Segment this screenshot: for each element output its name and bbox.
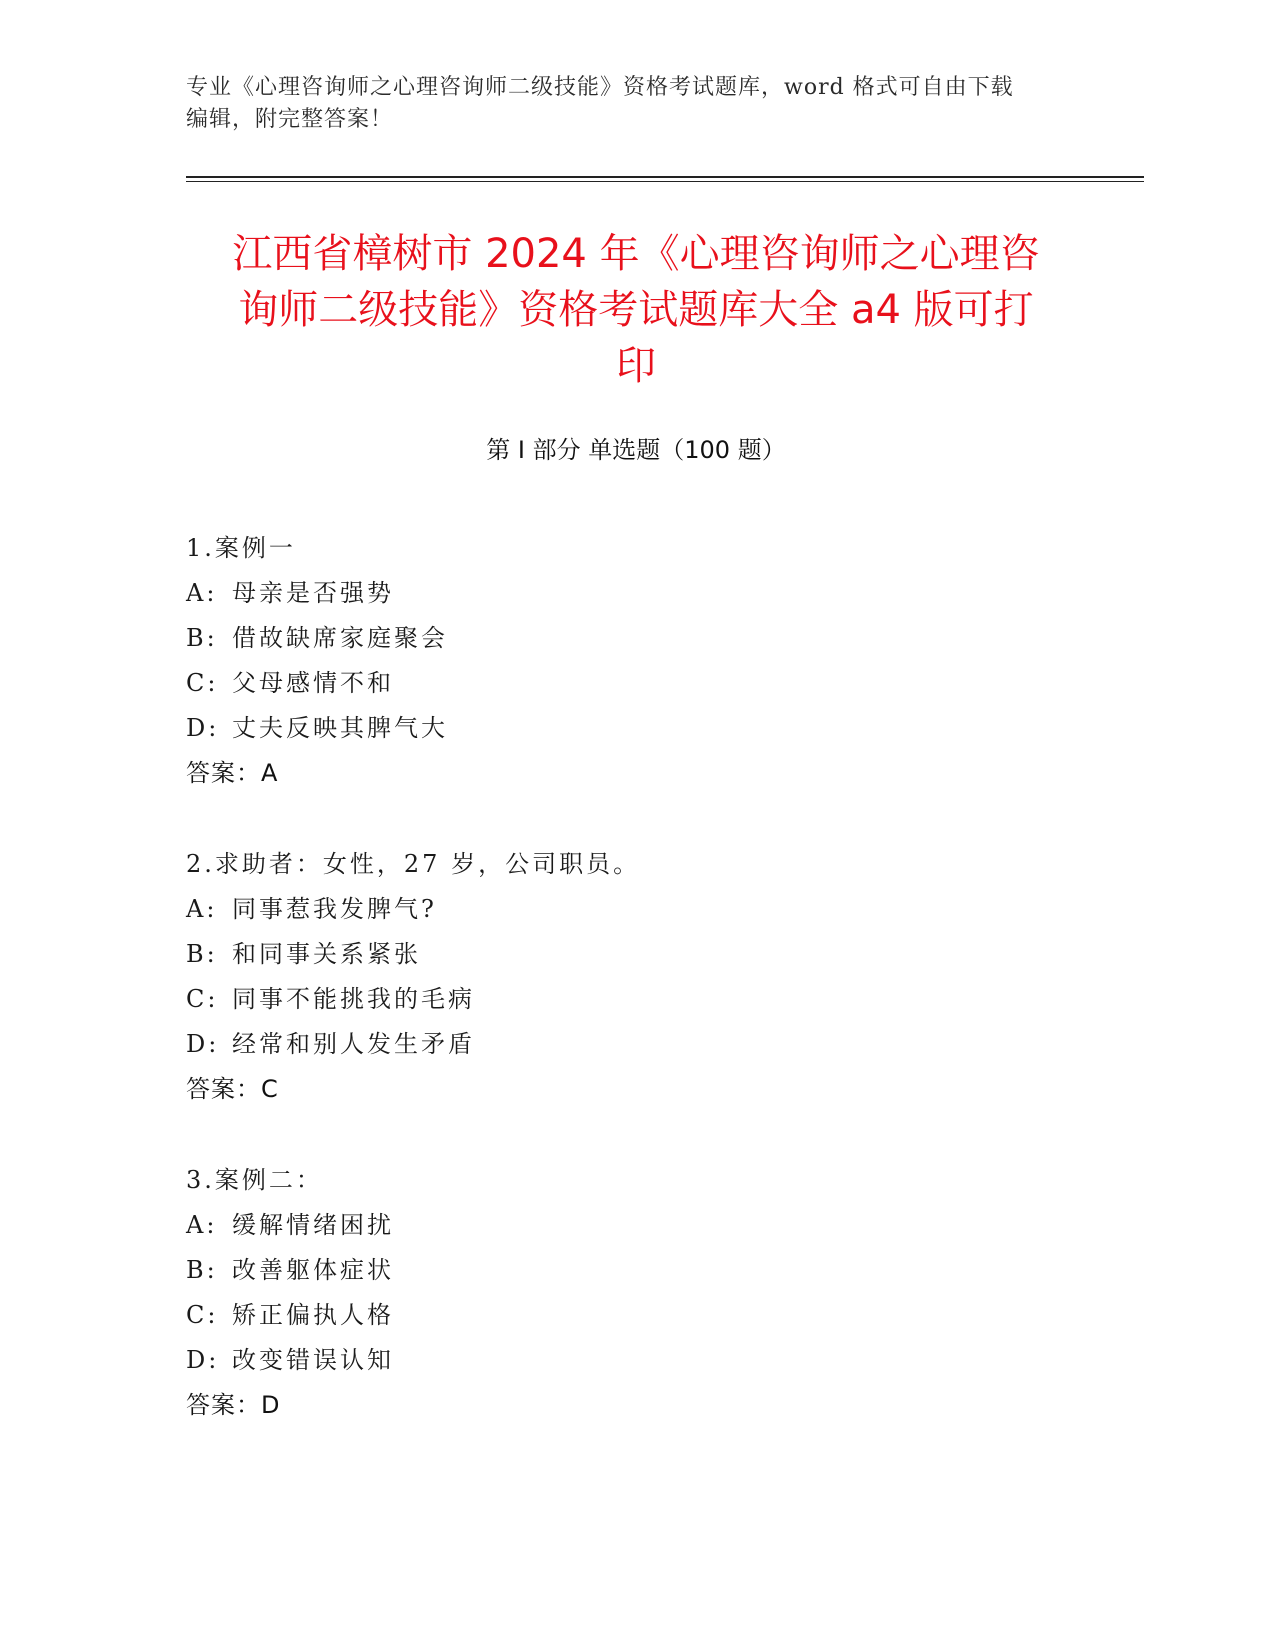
option-text: 矫正偏执人格 bbox=[232, 1301, 394, 1329]
option-text: 改善躯体症状 bbox=[232, 1256, 394, 1284]
option-text: 和同事关系紧张 bbox=[232, 940, 421, 968]
option-c bbox=[186, 1293, 1086, 1338]
option-text: 母亲是否强势 bbox=[232, 579, 394, 607]
question-3 bbox=[186, 1158, 1086, 1428]
answer-line: 答案：C bbox=[186, 1075, 279, 1103]
option-d bbox=[186, 1338, 1086, 1383]
option-a bbox=[186, 571, 1086, 616]
option-key: C: bbox=[186, 669, 219, 697]
question-stem: 1.案例一 bbox=[186, 534, 296, 562]
option-a bbox=[186, 1203, 1086, 1248]
header-divider-thin bbox=[186, 181, 1144, 182]
option-key: A: bbox=[186, 1211, 218, 1239]
option-text: 经常和别人发生矛盾 bbox=[232, 1030, 475, 1058]
answer-line: 答案：A bbox=[186, 759, 279, 787]
option-key: A: bbox=[186, 579, 218, 607]
document-title-line-2: 询师二级技能》资格考试题库大全 a4 版可打 bbox=[238, 287, 1034, 333]
option-text: 改变错误认知 bbox=[232, 1346, 394, 1374]
option-text: 父母感情不和 bbox=[232, 669, 394, 697]
option-b bbox=[186, 616, 1086, 661]
option-key: C: bbox=[186, 985, 219, 1013]
header-divider-thick bbox=[186, 176, 1144, 178]
option-key: D: bbox=[186, 714, 220, 742]
document-title bbox=[186, 226, 1086, 394]
header-note bbox=[186, 72, 1086, 136]
section-heading: 第 I 部分 单选题（100 题） bbox=[486, 436, 786, 464]
header-note-line-1: 专业《心理咨询师之心理咨询师二级技能》资格考试题库，word 格式可自由下载 bbox=[186, 75, 1014, 100]
header-note-line-2: 编辑，附完整答案！ bbox=[186, 107, 394, 132]
option-key: B: bbox=[186, 1256, 218, 1284]
option-b bbox=[186, 1248, 1086, 1293]
document-title-line-3: 印 bbox=[616, 343, 656, 389]
option-c bbox=[186, 977, 1086, 1022]
document-title-line-1: 江西省樟树市 2024 年《心理咨询师之心理咨 bbox=[232, 231, 1040, 277]
option-text: 同事惹我发脾气? bbox=[232, 895, 437, 923]
question-1 bbox=[186, 526, 1086, 796]
option-key: C: bbox=[186, 1301, 219, 1329]
option-key: D: bbox=[186, 1030, 220, 1058]
option-text: 缓解情绪困扰 bbox=[232, 1211, 394, 1239]
option-text: 同事不能挑我的毛病 bbox=[232, 985, 475, 1013]
option-key: B: bbox=[186, 940, 218, 968]
option-b bbox=[186, 932, 1086, 977]
answer-line: 答案：D bbox=[186, 1391, 281, 1419]
option-key: A: bbox=[186, 895, 218, 923]
option-text: 丈夫反映其脾气大 bbox=[232, 714, 448, 742]
option-key: D: bbox=[186, 1346, 220, 1374]
option-c bbox=[186, 661, 1086, 706]
option-d bbox=[186, 706, 1086, 751]
option-text: 借故缺席家庭聚会 bbox=[232, 624, 448, 652]
option-a bbox=[186, 887, 1086, 932]
question-stem: 3.案例二： bbox=[186, 1166, 323, 1194]
option-key: B: bbox=[186, 624, 218, 652]
question-stem: 2.求助者：女性，27 岁，公司职员。 bbox=[186, 850, 641, 878]
question-2 bbox=[186, 842, 1086, 1112]
option-d bbox=[186, 1022, 1086, 1067]
